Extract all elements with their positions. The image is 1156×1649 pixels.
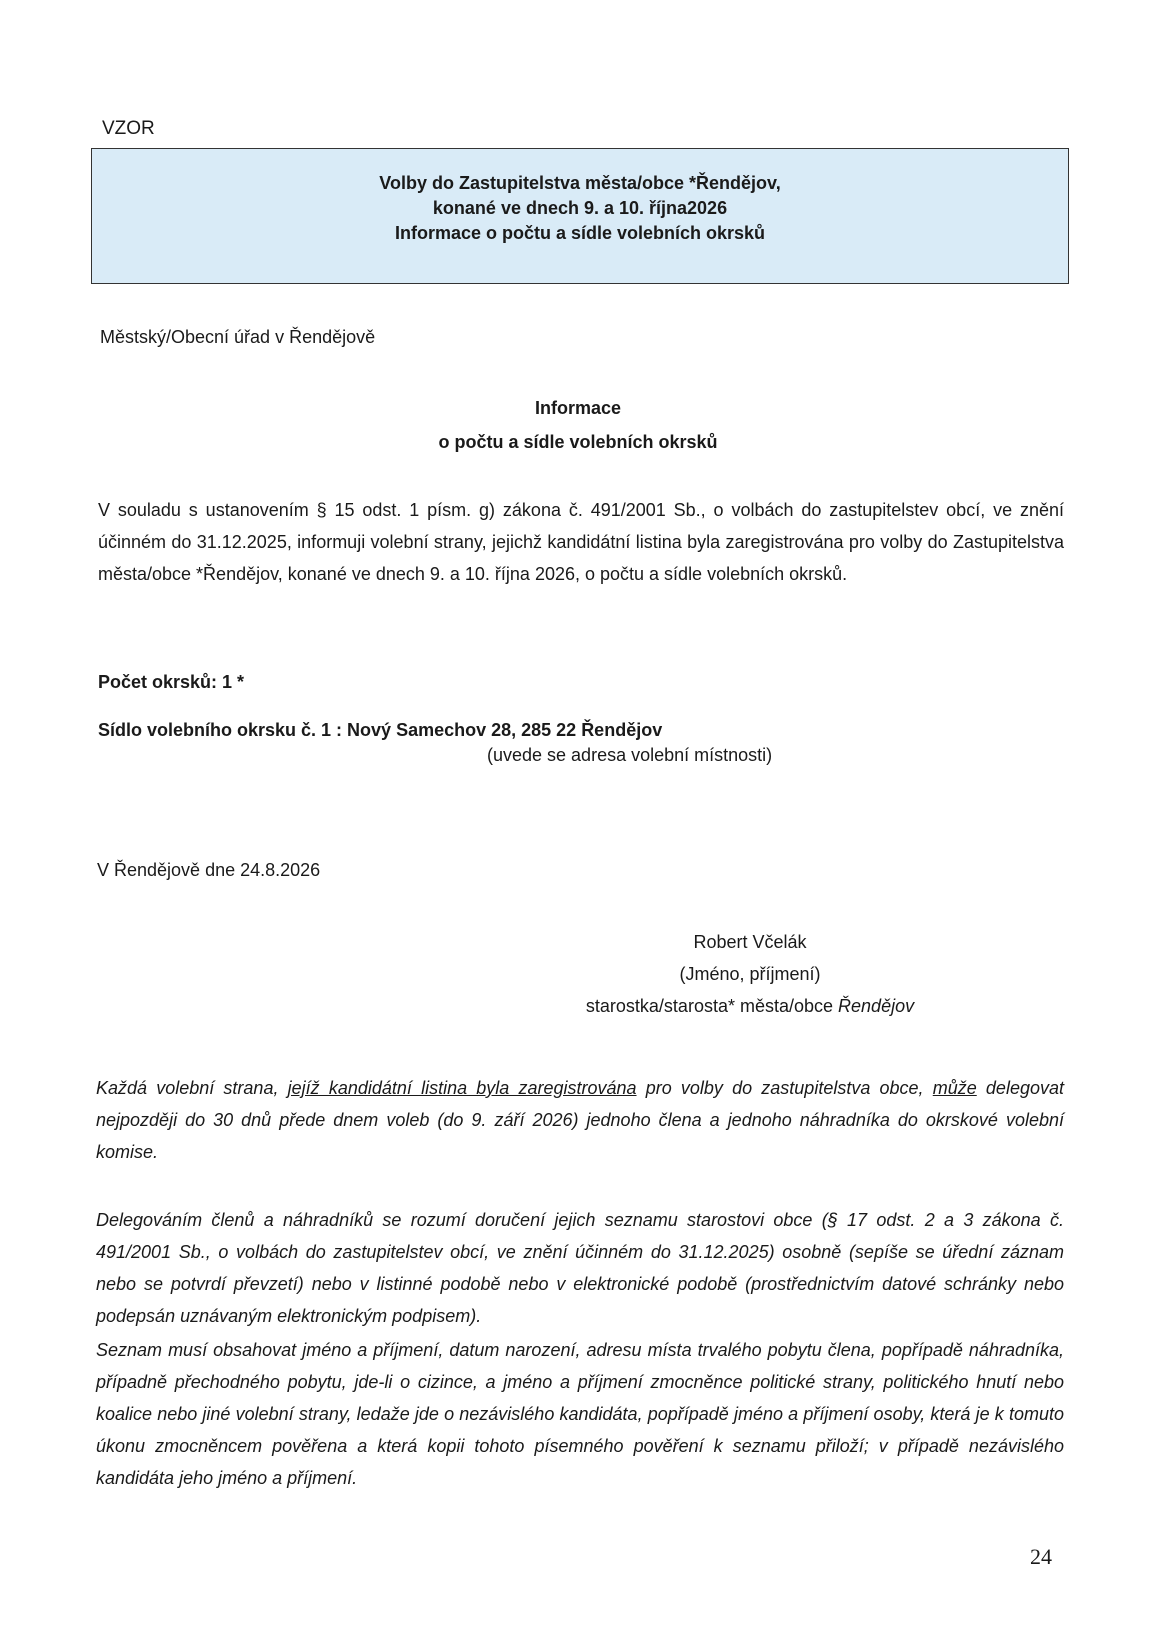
signature-block [560, 926, 940, 1022]
note-list-contents: Seznam musí obsahovat jméno a příjmení, datum narození, adresu místa trvalého pobytu člena, popřípadě náhradníka, případně přechodného pobytu, jde-li o cizince, a jméno a příjmení zmocněnce politické strany, politického hnutí nebo koalice nebo jiné volební strany, ledaže jde o nezávislého kandidáta, popřípadě jméno a příjmení osoby, která je k tomuto úkonu zmocněncem pověřena a která kopii tohoto písemného pověření k seznamu přiloží; v případě nezávislého kandidáta jeho jméno a příjmení. [96, 1340, 1064, 1488]
office-name: Městský/Obecní úřad v Řendějově [100, 327, 376, 347]
sample-label: VZOR [102, 118, 155, 139]
info-title: Informace [534, 398, 622, 418]
note1-part-a: Každá volební strana, [96, 1078, 288, 1098]
signatory-role-town: Řendějov [838, 996, 915, 1016]
note1-part-e: delegovat nejpozději do 30 dnů přede dnem voleb (do 9. září 2026) jednoho člena a jednoho náhradníka do okrskové volební komise. [96, 1078, 1064, 1162]
info-subtitle: o počtu a sídle volebních okrsků [438, 432, 718, 452]
signatory-role-text: starostka/starosta* města/obce [585, 996, 839, 1016]
note1-underlined-may: může [932, 1078, 977, 1098]
header-box [91, 148, 1069, 284]
header-line-1: Volby do Zastupitelstva města/obce *Řendějov, [379, 173, 781, 193]
district-count: Počet okrsků: 1 * [98, 672, 245, 692]
intro-paragraph: V souladu s ustanovením § 15 odst. 1 písm. g) zákona č. 491/2001 Sb., o volbách do zastupitelstev obcí, ve znění účinném do 31.12.2025, informuji volební strany, jejichž kandidátní listina byla zaregistrována pro volby do Zastupitelstva města/obce *Řendějov, konané ve dnech 9. a 10. října 2026, o počtu a sídle volebních okrsků. [98, 500, 1064, 584]
signatory-role [560, 990, 940, 1022]
header-line-2: konané ve dnech 9. a 10. října2026 [432, 198, 728, 218]
note1-underlined-registered: jejíž kandidátní listina byla zaregistrována [287, 1078, 637, 1098]
signatory-name: Robert Včelák [693, 932, 807, 952]
signatory-name-note: (Jméno, příjmení) [679, 964, 821, 984]
place-and-date: V Řendějově dne 24.8.2026 [97, 860, 321, 880]
note-delegation [96, 1072, 1064, 1168]
header-line-3: Informace o počtu a sídle volebních okrsků [394, 223, 766, 243]
page-number: 24 [1030, 1544, 1052, 1569]
district-seat-note: (uvede se adresa volební místnosti) [487, 745, 773, 765]
note1-part-c: pro volby do zastupitelstva obce, [636, 1078, 933, 1098]
note-delegation-method: Delegováním členů a náhradníků se rozumí doručení jejich seznamu starostovi obce (§ 17 odst. 2 a 3 zákona č. 491/2001 Sb., o volbách do zastupitelstev obcí, ve znění účinném do 31.12.2025) osobně (sepíše se úřední záznam nebo se potvrdí převzetí) nebo v listinné podobě nebo v elektronické podobě (prostřednictvím datové schránky nebo podepsán uznávaným elektronickým podpisem). [96, 1210, 1064, 1326]
district-seat: Sídlo volebního okrsku č. 1 : Nový Samechov 28, 285 22 Řendějov [98, 720, 663, 740]
